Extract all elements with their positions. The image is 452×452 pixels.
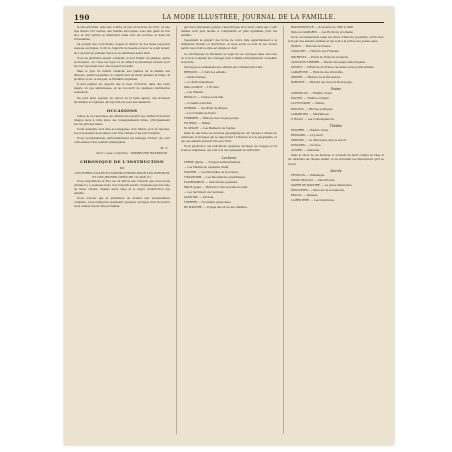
list-item: — Les Serviteurs de l'estomac. [184,191,225,195]
list-item: MOLIÈRE. — Théâtre choisi. [291,128,329,132]
list-item: MIGNET. — Histoire de la Révolution. [291,75,341,79]
list-item: DESCARTES. — Discours de la méthode. [291,189,345,192]
section-title-poesie: Poésie [330,87,342,92]
list-item: RACINE. — Théâtre complet. [291,97,330,101]
column-left [74,26,170,436]
section-title-morale: Morale [330,168,342,173]
newspaper-page [64,7,394,445]
paragraph: HAUSSONVILLE. — Souvenirs de 1830 à 1848. [291,26,354,29]
list-item: XAVIER DE MAISTRE. — La Jeune Sibérienne. [291,183,353,187]
paragraph: La plupart des convolvulus, depuis le liseron de nos haies jusqu'aux espèces exotiques, n'ont de rapports de beauté qu'avec le soleil levant; ils s'ouvrent au premier rayon et se referment avant midi. [74,43,170,55]
col3-morale-list [288,174,384,204]
list-item: — Les Enfants du capitaine Grant. [184,165,230,169]
paragraph: On peut ainsi espérer, au retour de la belle saison, une floraison abondante et régulière qui réjouira les yeux des amateurs. [74,96,170,104]
col3-paragraphs-2 [288,154,384,166]
list-item: SAINTINE. — Picciola. [184,196,215,200]
paragraph: Dans le choix de ces lectures, il convient de tenir compte de l'âge et du caractère de chaque enfant, et de surveiller les impressions qu'il en reçoit. [288,154,384,166]
col2-book-list-2 [181,161,277,211]
paragraph: Tous les jardiniers savent comment on doit traiter ces plantes. Après la floraison, on coupe les tiges et on attend le printemps suivant pour les voir repousser avec une vigueur nouvelle. [74,56,170,68]
page-number: 190 [74,13,90,22]
section-heading-chronique: CHRONIQUE DE L'INSTRUCTION [80,158,164,164]
list-item: TÖPFFER. — Nouvelles genevoises. [184,201,232,205]
paragraph: Celles de nos abonnées qui désireront acquérir des étoffes trouveront chaque mois à cette place des renseignements utiles, principalement sur les prix des tissus. [74,114,170,126]
list-item: LA BRUYÈRE. — Les Caractères. [291,199,335,203]
list-item: V. HUGO. — Les Contemplations. [291,117,335,121]
paragraph: Le chroniqueur de Monsieur au sujet de ses ouvrages dans une note ou il nous a signalé les ouvrages dont il fallait principalement conseiller la lecture. [181,52,277,64]
column-divider [283,26,284,434]
column-right [288,26,384,436]
paragraph: Nous recommandons particulièrement les lainages d'hiver, qui sont cette année d'une qualité remarquable. [74,137,170,145]
paragraph: Toute demande doit être accompagnée d'un timbre pour la réponse. Les nouveautés de la saison sont très variées et les prix modérés. [74,127,170,136]
signature-initials: M. T. [160,146,168,151]
list-item: FÉNELON. — Télémaque. [291,173,325,177]
signature-editor: Pour copie conforme : EMMELINE RAYMOND. [96,151,168,156]
paragraph: Mme de GASPARIN. — Les Horizons prochains. [291,31,354,35]
list-item: TISSANDIER. — Les Récréations scientifiques. [184,175,246,179]
list-item: TRIMMER. — Histoire des rouges-gorges. [184,116,240,120]
list-item: — Conseils à ma fille. [184,101,213,105]
list-item: Mme GUIZOT. — L'Écolier. [184,86,220,90]
col2-book-list [181,71,277,131]
list-item: REGNARD. — Le Joueur. [291,133,324,137]
list-item: FLORIAN. — Fables. [184,121,212,125]
paragraph: Il faut planter les oignons dès le mois d'octobre, dans une terre légère, un peu sablonneuse, et les recouvrir de quelques centimètres seulement. [74,83,170,95]
paragraph: la tête arrondie, sans une courbe un peu prononcée du tronc, et une tige fleurie fort cachée, aux feuilles découpées, sous une gaîté de bon aloi, et doit parfois se dissimuler aussi sous les souches ou dans les broussailles. [74,26,170,42]
list-item: AUGIER. — Gabrielle. [291,149,320,153]
list-item: MACÉ (Jean). — Histoire d'une bouchée de pain. [184,186,249,190]
list-item: LAMARTINE. — Histoire des Girondins. [291,70,344,74]
col1-paragraphs [74,26,170,105]
list-item: VERNE (Jules). — Voyages extraordinaires. [184,160,241,164]
col3-theatre-list [288,129,384,153]
list-item: DURUY. — Histoire de France. [291,45,332,49]
paragraph: Nous ajoutons à ces indications quelques ouvrages de voyages et de science vulgarisée, qui sont à la fois amusants et instructifs. [181,145,277,153]
paragraph: Nous empruntons le titre de cet article aux Conseils que nous avons publiés il y a quelques mois. Ces Conseils seront complétés par une liste de livres choisis, classés selon l'âge et le degré d'instruction des enfants. [74,179,170,195]
col1-paragraphs-2 [74,115,170,146]
list-item: — La Corbeille de fleurs. [184,111,217,115]
list-item: AUGUSTIN THIERRY. — Récits des temps mérovingiens. [291,60,366,64]
paragraph: Cependant la plupart des livres de notre liste appartiennent à la littérature morale ou instructive, et nous avons eu soin de les choisir parmi ceux dont le style est simple et clair. [181,39,277,51]
list-item: BOUILLY. — Contes à ma fille. [184,96,224,100]
list-item: PONSARD. — Lucrèce. [291,144,322,148]
section-heading-occasions: OCCASIONS [106,107,138,113]
col3-paragraphs [288,26,384,44]
list-item: SEDAINE. — Le Philosophe sans le savoir. [291,139,347,143]
paragraph: Nous recommandons aussi les livres d'histoire populaire, écrits avec soin par des auteurs estimés et qui sont à la portée des jeunes gens. [288,36,384,44]
list-item: LA FONTAINE. — Fables. [291,102,325,106]
list-item: M. SÉGUR. — Les Malheurs de Sophie. [184,126,236,130]
list-item: GUIZOT. — L'Histoire de France racontée à mes petits-enfants. [291,65,375,69]
list-item: — Petits drames. [184,76,207,80]
section-title-theatre: Théâtre [329,123,343,128]
section-subtitle: LECTURES UTILES ET INSTRUCTIVES POUR LES ENFANTS ET LES JEUNES GENS DE 10 ANS (1). [74,170,170,179]
list-item: BOILEAU. — Œuvres poétiques. [291,107,334,111]
section-title-lectures: Lectures [221,155,237,160]
paragraph: Ouvrages recommandés aux enfants qui commencent à lire : [184,65,264,69]
col3-history-list [288,45,384,85]
list-item: — Le Petit Grandisson. [184,81,215,85]
section-number: XII [119,165,125,170]
paragraph: Mais le plus vif intérêt s'attache aux plantes de la famille des liliacées, parmi lesquelles on compte tant de fleurs aimées; la tulipe, la jacinthe, le lis, le muguet, la fritillaire impériale. [74,69,170,82]
paragraph: par deux principaux genres, l'anecdotique et le récit; celles qui y sont mêlées sont plus faciles à comprendre et plus agréables pour les enfants. [181,26,277,38]
column-middle [181,26,277,436]
list-item: PASCAL. — Pensées. [291,194,319,198]
list-item: BERQUIN. — L'Ami des enfants. [184,70,227,74]
paragraph: Dans un des livres de lectures géographiques, M. Lavisse a dressé un catalogue d'ouvrages qui se rapportent à l'histoire et à la géographie, et que les enfants peuvent lire avec fruit. [181,132,277,144]
list-item: SCHMID. — Les Œufs de Pâques. [184,106,229,110]
paragraph: Nous n'avons pas la prétention de donner une nomenclature complète; nous indiquons seulement quelques ouvrages dont la lecture nous semble devoir être profitable. [74,196,170,209]
list-item: FIGUIER. — Les Merveilles de la science. [184,170,239,174]
header-rule [74,22,384,23]
list-item: FLAMMARION. — Astronomie populaire. [184,181,239,184]
col1-paragraphs-3 [74,180,170,210]
list-item: SILVIO PELLICO. — Mes Prisons. [291,178,336,182]
col3-poetry-list [288,92,384,122]
list-item: LAMARTINE. — Méditations. [291,112,330,116]
col2-paragraphs-2 [181,132,277,153]
list-item: LAVALLÉE. — Histoire des Français. [291,50,340,54]
col2-paragraphs [181,26,277,70]
list-item: — Les Enfants. [184,91,204,95]
list-item: CORNEILLE. — Théâtre choisi. [291,92,333,96]
journal-title: LA MODE ILLUSTRÉE, JOURNAL DE LA FAMILLE. [162,14,336,21]
list-item: MICHELET. — Précis de l'histoire moderne. [291,55,349,59]
column-divider [176,26,177,434]
list-item: BARANTE. — Histoire des ducs de Bourgogne. [291,81,353,85]
list-item: DE MAISTRE. — Voyage autour de ma chambre. [184,206,248,210]
